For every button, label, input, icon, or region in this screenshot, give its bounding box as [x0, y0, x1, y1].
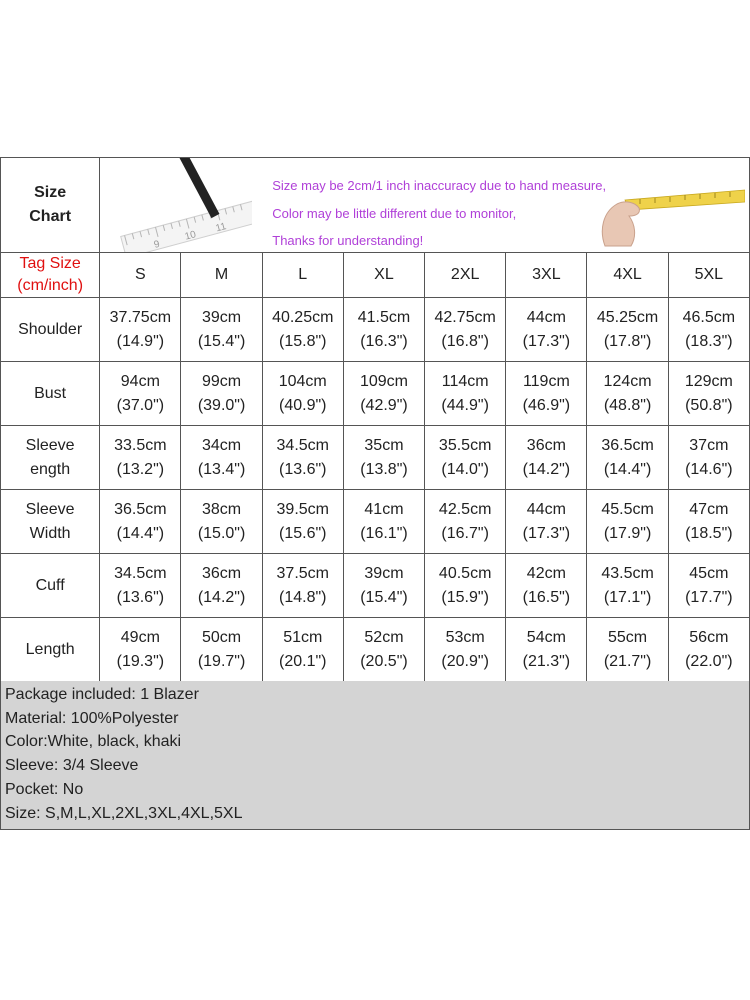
- measurement-cell: [587, 426, 668, 490]
- value-cm: 50cm: [201, 628, 242, 646]
- value-inch: (17.7"): [685, 588, 733, 606]
- measurement-cell: [181, 618, 262, 682]
- info-line: Sleeve: 3/4 Sleeve: [5, 757, 139, 775]
- measurement-cell: [668, 426, 749, 490]
- value-inch: (22.0"): [685, 652, 733, 670]
- measurement-cell: [668, 362, 749, 426]
- info-line: Size: S,M,L,XL,2XL,3XL,4XL,5XL: [5, 804, 243, 822]
- measurement-label: Sleeve Width: [1, 490, 100, 554]
- measurement-cell: [181, 426, 262, 490]
- value-inch: (16.5"): [522, 588, 571, 606]
- measurement-cell: [343, 362, 424, 426]
- tag-size-label: Tag Size (cm/inch): [1, 253, 100, 298]
- measurement-label: Length: [1, 618, 100, 682]
- measurement-cell: [343, 298, 424, 362]
- value-cm: 42.5cm: [438, 500, 492, 518]
- value-inch: (13.6"): [279, 460, 327, 478]
- measuring-tape-hand-icon: [595, 168, 745, 248]
- value-cm: 124cm: [603, 372, 652, 390]
- measurement-cell: [100, 618, 181, 682]
- value-inch: (15.4"): [197, 332, 246, 350]
- value-cm: 44cm: [526, 308, 566, 326]
- value-inch: (14.0"): [441, 460, 489, 478]
- value-cm: 42cm: [526, 564, 566, 582]
- value-cm: 36.5cm: [114, 500, 167, 518]
- value-cm: 45.5cm: [601, 500, 654, 518]
- value-cm: 55cm: [608, 628, 648, 646]
- measurement-cell: [100, 490, 181, 554]
- measurement-cell: [587, 554, 668, 618]
- size-chart-title: Size Chart: [1, 158, 100, 253]
- table-row: [1, 490, 750, 554]
- size-header: 5XL: [668, 253, 749, 298]
- banner-cell: [100, 158, 750, 253]
- value-cm: 35.5cm: [438, 436, 492, 454]
- value-cm: 36cm: [526, 436, 566, 454]
- value-inch: (40.9"): [279, 396, 327, 414]
- value-cm: 43.5cm: [601, 564, 654, 582]
- measurement-label: Shoulder: [1, 298, 100, 362]
- value-cm: 52cm: [364, 628, 404, 646]
- value-inch: (14.6"): [685, 460, 733, 478]
- value-inch: (13.6"): [116, 588, 165, 606]
- value-cm: 41cm: [364, 500, 404, 518]
- value-cm: 94cm: [120, 372, 160, 390]
- measurement-cell: [587, 298, 668, 362]
- measurement-cell: [343, 490, 424, 554]
- value-cm: 37.5cm: [276, 564, 329, 582]
- value-inch: (20.1"): [279, 652, 327, 670]
- table-row: [1, 362, 750, 426]
- note-thanks: Thanks for understanding!: [272, 233, 424, 248]
- value-cm: 51cm: [283, 628, 323, 646]
- size-table: [0, 157, 750, 682]
- value-inch: (42.9"): [360, 396, 408, 414]
- value-cm: 36cm: [201, 564, 242, 582]
- measurement-cell: [506, 554, 587, 618]
- measurement-cell: [668, 298, 749, 362]
- value-cm: 35cm: [364, 436, 404, 454]
- product-info-list: [1, 681, 749, 825]
- measurement-cell: [425, 554, 506, 618]
- table-row: [1, 426, 750, 490]
- value-cm: 41.5cm: [357, 308, 411, 326]
- value-inch: (16.8"): [441, 332, 489, 350]
- info-line: Color:White, black, khaki: [5, 733, 182, 751]
- value-inch: (15.9"): [441, 588, 489, 606]
- measurement-cell: [343, 554, 424, 618]
- value-inch: (13.8"): [360, 460, 408, 478]
- value-inch: (48.8"): [603, 396, 652, 414]
- product-info-panel: [0, 681, 750, 830]
- value-inch: (14.9"): [116, 332, 165, 350]
- measurement-cell: [100, 426, 181, 490]
- value-inch: (16.3"): [360, 332, 408, 350]
- measurement-cell: [506, 362, 587, 426]
- value-cm: 44cm: [526, 500, 566, 518]
- value-cm: 129cm: [684, 372, 733, 390]
- measurement-cell: [262, 298, 343, 362]
- value-cm: 39.5cm: [276, 500, 329, 518]
- value-inch: (50.8"): [685, 396, 733, 414]
- value-inch: (17.3"): [522, 524, 571, 542]
- value-cm: 53cm: [445, 628, 485, 646]
- measurement-cell: [181, 490, 262, 554]
- measurement-cell: [343, 426, 424, 490]
- measurement-cell: [100, 298, 181, 362]
- value-inch: (13.4"): [197, 460, 246, 478]
- note-inaccuracy: Size may be 2cm/1 inch inaccuracy due to hand measure,: [272, 178, 607, 193]
- measurement-cell: [425, 618, 506, 682]
- size-header: XL: [343, 253, 424, 298]
- measurement-cell: [587, 618, 668, 682]
- value-inch: (16.7"): [441, 524, 489, 542]
- measurement-cell: [506, 426, 587, 490]
- value-cm: 40.5cm: [438, 564, 492, 582]
- value-inch: (15.8"): [279, 332, 327, 350]
- value-cm: 37.75cm: [109, 308, 172, 326]
- measurement-cell: [262, 490, 343, 554]
- measurement-cell: [262, 618, 343, 682]
- measurement-cell: [262, 554, 343, 618]
- value-inch: (18.3"): [685, 332, 733, 350]
- value-cm: 34.5cm: [276, 436, 329, 454]
- value-inch: (18.5"): [685, 524, 733, 542]
- info-line: Package included: 1 Blazer: [5, 686, 199, 703]
- value-inch: (14.4"): [603, 460, 652, 478]
- value-cm: 56cm: [689, 628, 729, 646]
- measurement-cell: [100, 362, 181, 426]
- table-row: [1, 554, 750, 618]
- info-line: Material: 100%Polyester: [5, 709, 179, 727]
- value-cm: 46.5cm: [682, 308, 736, 326]
- measurement-cell: [587, 490, 668, 554]
- value-inch: (17.8"): [603, 332, 652, 350]
- ruler-pencil-icon: [112, 158, 252, 252]
- value-cm: 45.25cm: [596, 308, 659, 326]
- value-cm: 45cm: [689, 564, 729, 582]
- measurement-label: Cuff: [1, 554, 100, 618]
- measurement-cell: [425, 490, 506, 554]
- value-inch: (15.0"): [197, 524, 246, 542]
- value-cm: 104cm: [278, 372, 327, 390]
- value-cm: 47cm: [689, 500, 729, 518]
- value-cm: 39cm: [364, 564, 404, 582]
- value-cm: 38cm: [201, 500, 242, 518]
- measurement-cell: [262, 362, 343, 426]
- value-inch: (14.2"): [197, 588, 246, 606]
- size-chart: [0, 157, 750, 830]
- value-inch: (39.0"): [197, 396, 246, 414]
- measurement-cell: [668, 490, 749, 554]
- value-cm: 34.5cm: [114, 564, 167, 582]
- measurement-rows: [1, 298, 750, 682]
- svg-text:10: 10: [183, 229, 198, 243]
- measurement-cell: [587, 362, 668, 426]
- measurement-cell: [668, 554, 749, 618]
- size-header: 4XL: [587, 253, 668, 298]
- value-cm: 49cm: [120, 628, 160, 646]
- measurement-label: Bust: [1, 362, 100, 426]
- value-cm: 114cm: [441, 372, 489, 390]
- value-cm: 39cm: [201, 308, 242, 326]
- value-inch: (15.6"): [279, 524, 327, 542]
- value-inch: (14.8"): [279, 588, 327, 606]
- value-inch: (14.2"): [522, 460, 571, 478]
- table-row: [1, 298, 750, 362]
- value-inch: (13.2"): [116, 460, 165, 478]
- value-cm: 54cm: [526, 628, 566, 646]
- value-inch: (44.9"): [441, 396, 489, 414]
- value-inch: (20.9"): [441, 652, 489, 670]
- table-row: [1, 618, 750, 682]
- value-inch: (20.5"): [360, 652, 408, 670]
- value-inch: (14.4"): [116, 524, 165, 542]
- size-header: 3XL: [506, 253, 587, 298]
- value-inch: (15.4"): [360, 588, 408, 606]
- measurement-cell: [506, 298, 587, 362]
- value-inch: (19.7"): [197, 652, 246, 670]
- size-header: S: [100, 253, 181, 298]
- measurement-cell: [100, 554, 181, 618]
- svg-text:9: 9: [153, 238, 162, 251]
- value-inch: (17.3"): [522, 332, 571, 350]
- value-inch: (21.3"): [522, 652, 571, 670]
- measurement-cell: [506, 490, 587, 554]
- measurement-cell: [506, 618, 587, 682]
- value-inch: (46.9"): [522, 396, 571, 414]
- value-inch: (17.1"): [603, 588, 652, 606]
- value-cm: 109cm: [359, 372, 408, 390]
- info-line: Pocket: No: [5, 780, 84, 798]
- size-header: M: [181, 253, 262, 298]
- banner: [100, 158, 749, 252]
- measurement-cell: [181, 554, 262, 618]
- measurement-label: Sleeve ength: [1, 426, 100, 490]
- measurement-cell: [262, 426, 343, 490]
- value-cm: 36.5cm: [601, 436, 654, 454]
- value-cm: 99cm: [201, 372, 242, 390]
- size-header: L: [262, 253, 343, 298]
- size-header: 2XL: [425, 253, 506, 298]
- value-cm: 119cm: [522, 372, 570, 390]
- value-cm: 37cm: [689, 436, 729, 454]
- value-inch: (19.3"): [116, 652, 165, 670]
- measurement-cell: [425, 362, 506, 426]
- measurement-cell: [181, 362, 262, 426]
- note-color: Color may be little different due to monitor,: [272, 206, 517, 221]
- value-inch: (16.1"): [360, 524, 408, 542]
- value-inch: (17.9"): [603, 524, 652, 542]
- value-cm: 34cm: [201, 436, 242, 454]
- value-cm: 42.75cm: [434, 308, 496, 326]
- measurement-cell: [425, 426, 506, 490]
- measurement-cell: [343, 618, 424, 682]
- measurement-cell: [668, 618, 749, 682]
- value-inch: (37.0"): [116, 396, 165, 414]
- measurement-cell: [425, 298, 506, 362]
- measurement-cell: [181, 298, 262, 362]
- value-cm: 33.5cm: [114, 436, 167, 454]
- svg-text:11: 11: [214, 221, 228, 235]
- value-cm: 40.25cm: [272, 308, 334, 326]
- value-inch: (21.7"): [603, 652, 652, 670]
